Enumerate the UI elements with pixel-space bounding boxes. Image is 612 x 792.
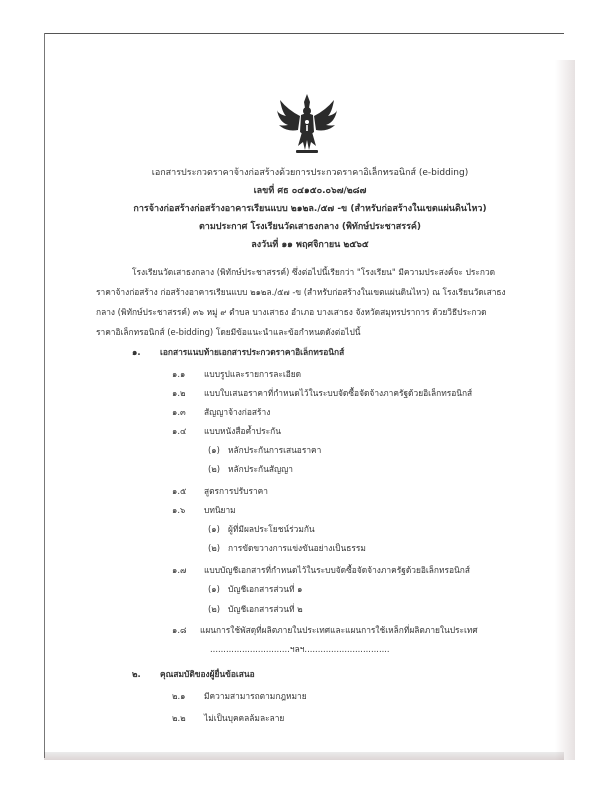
- document-number: เลขที่ ศธ ๐๔๑๕๐.๐๖๗/๒๘๗: [253, 186, 367, 196]
- subitem-text: บัญชีเอกสารส่วนที่ ๑: [228, 584, 303, 594]
- scan-edge-top: [44, 33, 564, 34]
- intro-line-3: กลาง (พิทักษ์ประชาสรรค์) ๓๖ หมู่ ๙ ตำบล บางเสาธง อำเภอ บางเสาธง จังหวัดสมุทรปราการ ด้วยวิธีประกวด: [96, 307, 487, 317]
- item-text: ไม่เป็นบุคคลล้มละลาย: [204, 713, 285, 723]
- item-text: มีความสามารถตามกฎหมาย: [204, 691, 307, 701]
- item-number: ๑.๖: [172, 505, 186, 515]
- subitem-number: (๑): [208, 524, 220, 534]
- item-number: ๑.๓: [172, 407, 186, 417]
- item-text: บทนิยาม: [204, 505, 236, 515]
- announcement-date: ลงวันที่ ๑๑ พฤศจิกายน ๒๕๖๕: [251, 240, 369, 250]
- item-text: แผนการใช้พัสดุที่ผลิตภายในประเทศและแผนการใช้เหล็กที่ผลิตภายในประเทศ: [200, 625, 478, 635]
- item-text: แบบหนังสือค้ำประกัน: [204, 426, 281, 436]
- intro-line-1: โรงเรียนวัดเสาธงกลาง (พิทักษ์ประชาสรรค์) ซึ่งต่อไปนี้เรียกว่า "โรงเรียน" มีความประสงค์จะ ประกวด: [132, 267, 496, 277]
- subitem-number: (๒): [208, 604, 221, 614]
- subitem-text: หลักประกันการเสนอราคา: [228, 445, 322, 455]
- subitem-number: (๑): [208, 445, 220, 455]
- intro-line-2: ราคาจ้างก่อสร้าง ก่อสร้างอาคารเรียนแบบ ๒๑๒ล./๕๗ -ข (สำหรับก่อสร้างในเขตแผ่นดินไหว) ณ โรงเรียนวัดเสาธง: [96, 287, 506, 297]
- document-title: เอกสารประกวดราคาจ้างก่อสร้างด้วยการประกวดราคาอิเล็กทรอนิกส์ (e-bidding): [151, 168, 469, 178]
- item-number: ๒.๒: [172, 713, 186, 723]
- etc-marker: ..............................ฯลฯ................................: [210, 644, 390, 654]
- section-1-number: ๑.: [132, 347, 141, 357]
- item-number: ๒.๑: [172, 691, 186, 701]
- item-number: ๑.๘: [172, 625, 187, 635]
- item-number: ๑.๒: [172, 388, 186, 398]
- subitem-text: บัญชีเอกสารส่วนที่ ๒: [228, 604, 303, 614]
- intro-line-4: ราคาอิเล็กทรอนิกส์ (e-bidding) โดยมีข้อแนะนำและข้อกำหนดดังต่อไปนี้: [96, 327, 361, 337]
- item-text: สัญญาจ้างก่อสร้าง: [204, 407, 271, 417]
- project-title: การจ้างก่อสร้างก่อสร้างอาคารเรียนแบบ ๒๑๒ล./๕๗ -ข (สำหรับก่อสร้างในเขตแผ่นดินไหว): [133, 204, 487, 214]
- section-2-number: ๒.: [132, 669, 141, 679]
- item-text: แบบรูปและรายการละเอียด: [204, 369, 302, 379]
- subitem-number: (๑): [208, 584, 220, 594]
- subitem-text: หลักประกันสัญญา: [228, 464, 293, 474]
- subitem-text: การขัดขวางการแข่งขันอย่างเป็นธรรม: [228, 543, 366, 553]
- section-2-title: คุณสมบัติของผู้ยื่นข้อเสนอ: [160, 669, 255, 679]
- item-number: ๑.๗: [172, 565, 187, 575]
- item-number: ๑.๑: [172, 369, 186, 379]
- subitem-number: (๒): [208, 464, 221, 474]
- item-text: แบบบัญชีเอกสารที่กำหนดไว้ในระบบจัดซื้อจัดจ้างภาครัฐด้วยอิเล็กทรอนิกส์: [204, 565, 470, 575]
- subitem-text: ผู้ที่มีผลประโยชน์ร่วมกัน: [228, 524, 315, 534]
- item-number: ๑.๔: [172, 426, 187, 436]
- scan-edge-right-shadow: [555, 60, 575, 760]
- announcement-by: ตามประกาศ โรงเรียนวัดเสาธงกลาง (พิทักษ์ประชาสรรค์): [198, 222, 422, 232]
- subitem-number: (๒): [208, 543, 221, 553]
- section-1-title: เอกสารแนบท้ายเอกสารประกวดราคาอิเล็กทรอนิกส์: [160, 347, 345, 357]
- item-text: แบบใบเสนอราคาที่กำหนดไว้ในระบบจัดซื้อจัดจ้างภาครัฐด้วยอิเล็กทรอนิกส์: [204, 388, 473, 398]
- item-number: ๑.๕: [172, 486, 187, 496]
- scan-edge-bottom: [44, 752, 564, 760]
- item-text: สูตรการปรับราคา: [204, 486, 268, 496]
- scan-edge-left: [44, 33, 45, 758]
- garuda-emblem-icon: [276, 92, 338, 158]
